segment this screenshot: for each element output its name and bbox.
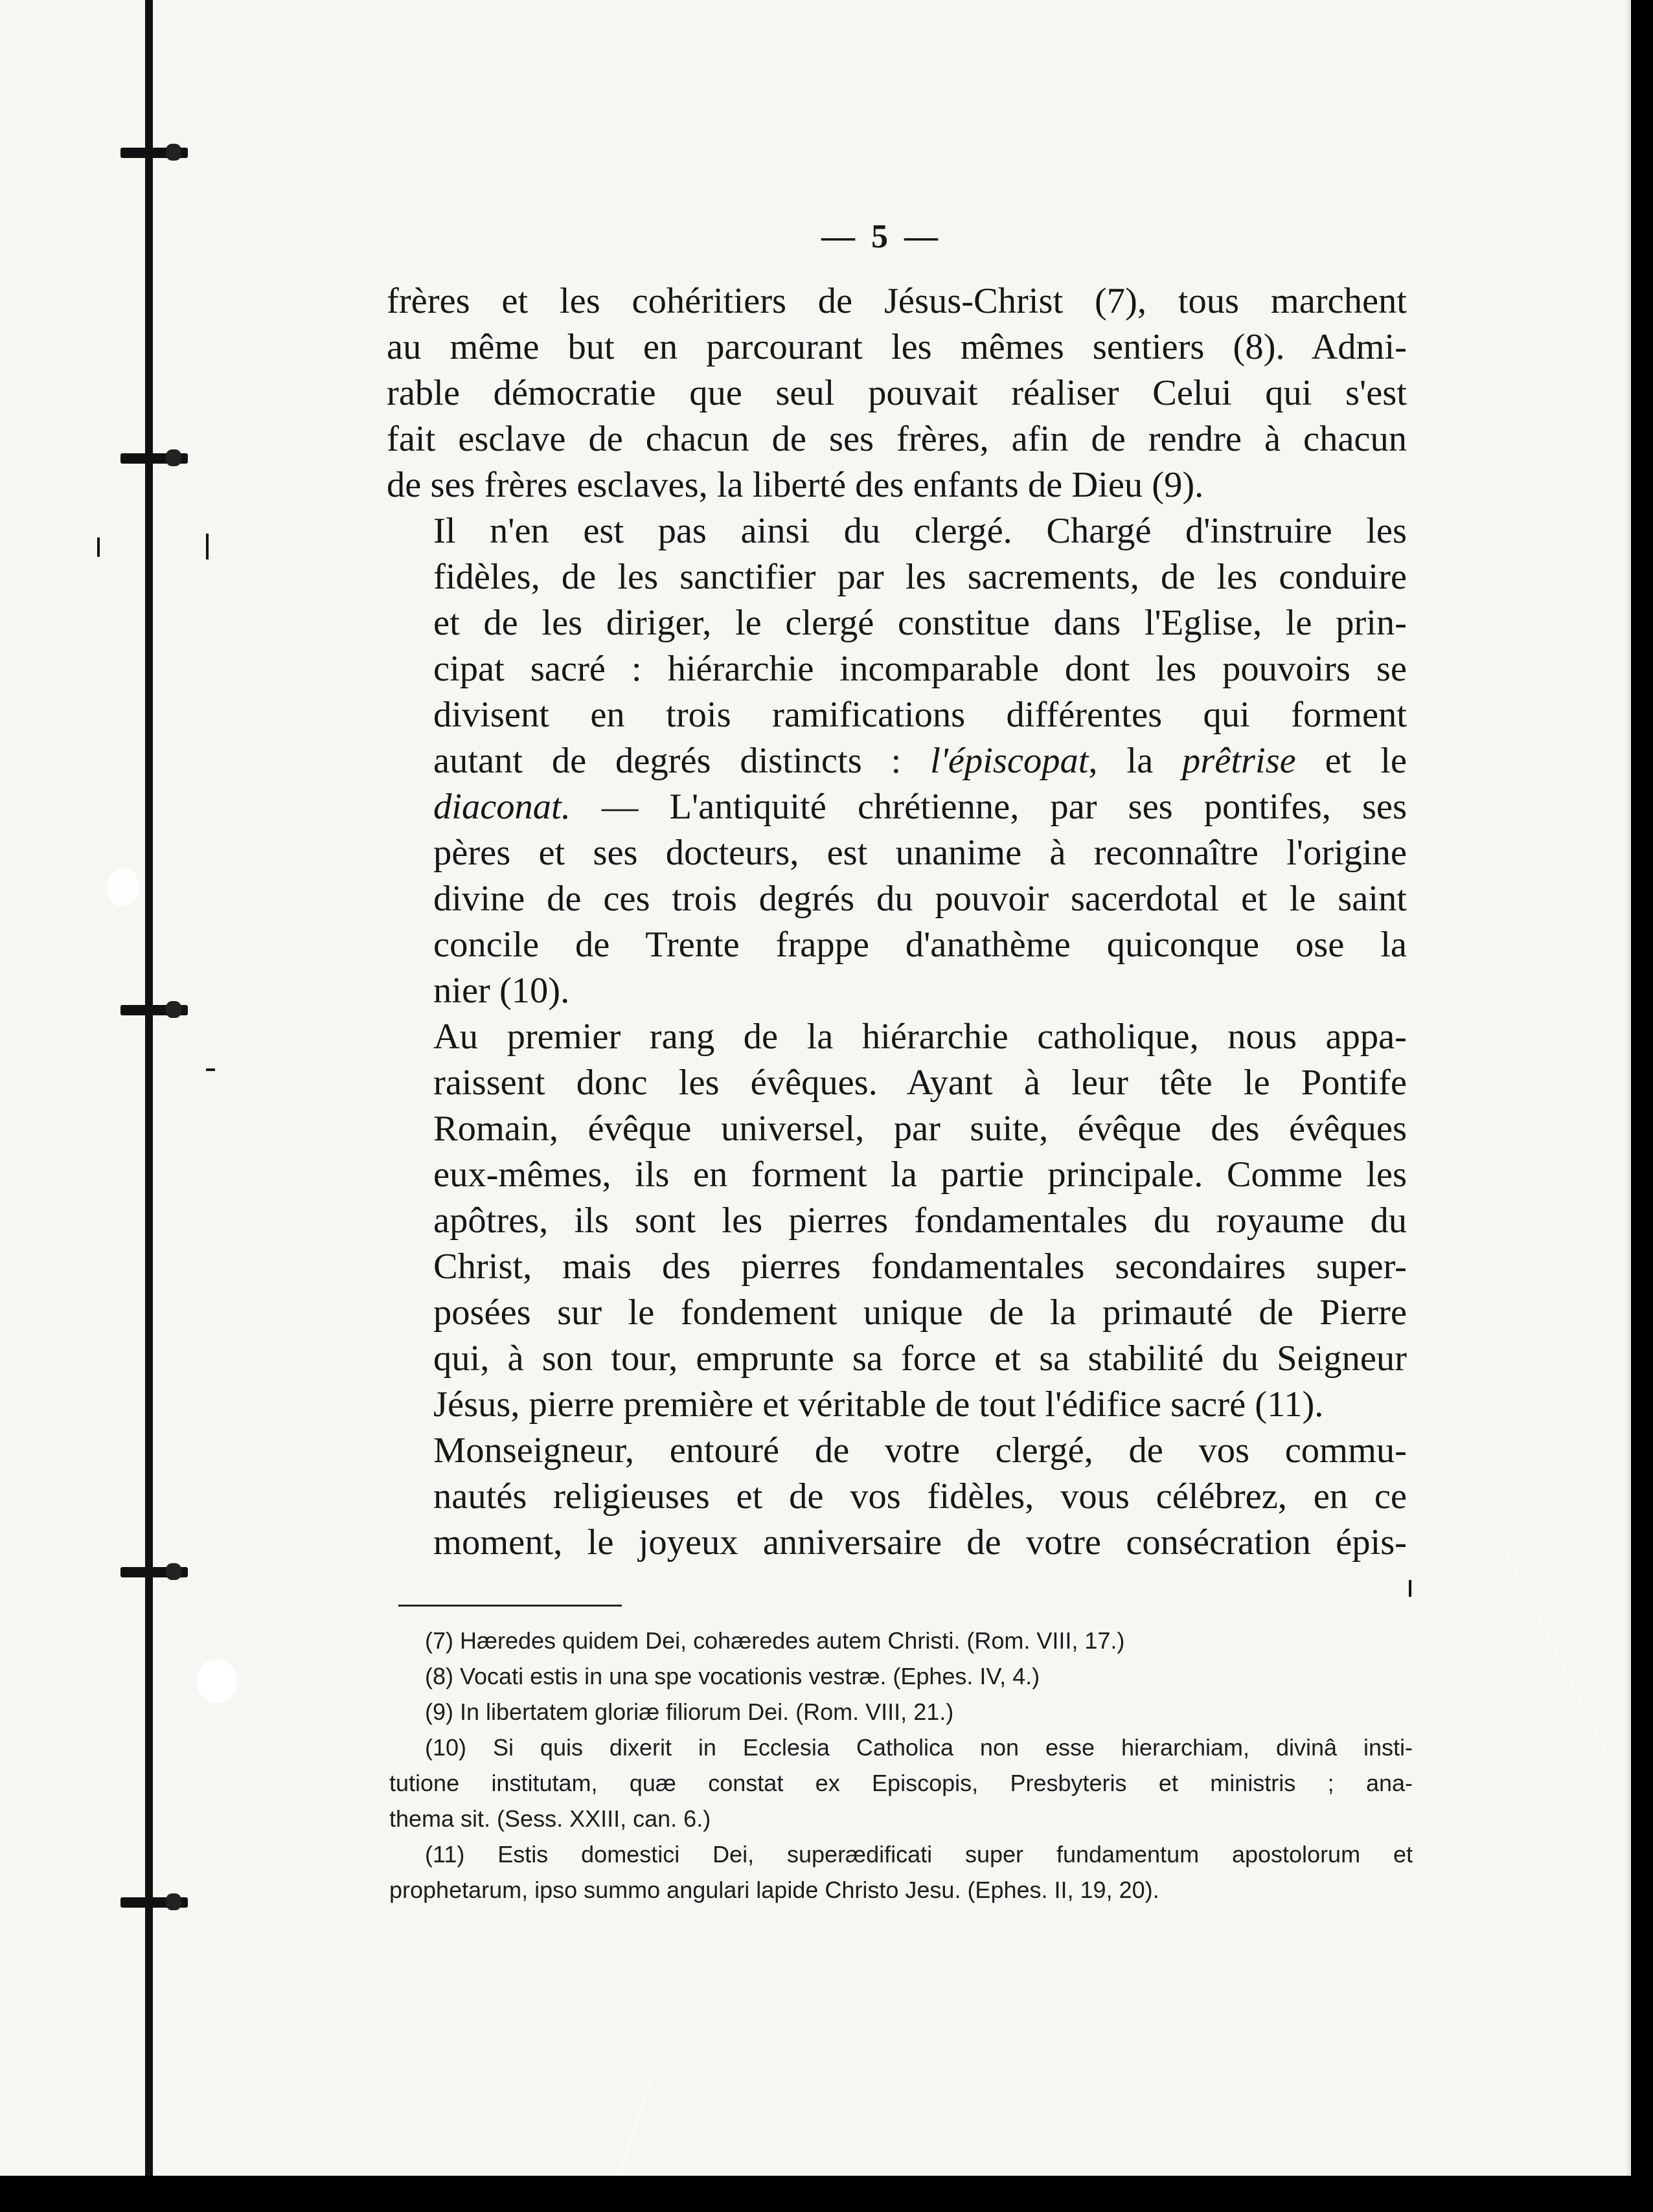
- footnote-line: (9) In libertatem gloriæ filiorum Dei. (Rom. VIII, 21.): [425, 1699, 954, 1725]
- footnote-rule: [398, 1605, 622, 1607]
- scan-mark: [1409, 1580, 1411, 1597]
- text-line: nier (10).: [433, 971, 570, 1011]
- body-text: [387, 278, 1407, 1566]
- paper-scratch: [1507, 1553, 1611, 1763]
- footnote: [389, 1694, 1413, 1730]
- text-line: posées sur le fondement unique de la primauté de Pierre: [433, 1292, 1407, 1333]
- text-line: moment, le joyeux anniversaire de votre consécration épis-: [433, 1522, 1407, 1563]
- text-line: divisent en trois ramifications différentes qui forment: [433, 695, 1407, 735]
- footnote-line: tutione institutam, quæ constat ex Episcopis, Presbyteris et ministris ; ana-: [389, 1770, 1413, 1796]
- paper-scratch: [619, 2074, 652, 2173]
- text-line: et de les diriger, le clergé constitue dans l'Eglise, le prin-: [433, 603, 1407, 643]
- text-line: Jésus, pierre première et véritable de tout l'édifice sacré (11).: [433, 1384, 1324, 1425]
- text-line: rable démocratie que seul pouvait réaliser Celui qui s'est: [387, 373, 1407, 413]
- text-line: pères et ses docteurs, est unanime à reconnaître l'origine: [433, 833, 1407, 873]
- footnote-line: (11) Estis domestici Dei, superædificati super fundamentum apostolorum et: [425, 1841, 1413, 1868]
- text-line: au même but en parcourant les mêmes sentiers (8). Admi-: [387, 327, 1407, 367]
- text-line: de ses frères esclaves, la liberté des enfants de Dieu (9).: [387, 465, 1204, 505]
- text-line: Monseigneur, entouré de votre clergé, de vos commu-: [433, 1430, 1407, 1471]
- text-line: fidèles, de les sanctifier par les sacrements, de les conduire: [433, 557, 1407, 597]
- binding-stitch: [120, 453, 188, 464]
- footnote-line: (10) Si quis dixerit in Ecclesia Catholica non esse hierarchiam, divinâ insti-: [425, 1734, 1413, 1761]
- page-number: — 5 —: [821, 218, 942, 255]
- text-line: divine de ces trois degrés du pouvoir sacerdotal et le saint: [433, 879, 1407, 919]
- paragraph: [387, 278, 1407, 508]
- footnote-line: (8) Vocati estis in una spe vocationis vestræ. (Ephes. IV, 4.): [425, 1663, 1040, 1689]
- binding-stitch: [120, 1897, 188, 1908]
- footnote: [389, 1836, 1413, 1908]
- text-line: apôtres, ils sont les pierres fondamentales du royaume du: [433, 1201, 1407, 1241]
- text-line: Christ, mais des pierres fondamentales secondaires super-: [433, 1247, 1407, 1287]
- footnote-line: (7) Hæredes quidem Dei, cohæredes autem Christi. (Rom. VIII, 17.): [425, 1627, 1125, 1654]
- footnote-line: thema sit. (Sess. XXIII, can. 6.): [389, 1805, 711, 1832]
- footnote-line: prophetarum, ipso summo angulari lapide Christo Jesu. (Ephes. II, 19, 20).: [389, 1877, 1159, 1903]
- text-line: qui, à son tour, emprunte sa force et sa stabilité du Seigneur: [433, 1338, 1407, 1379]
- text-line: Au premier rang de la hiérarchie catholique, nous appa-: [433, 1017, 1407, 1057]
- text-line: fait esclave de chacun de ses frères, afin de rendre à chacun: [387, 419, 1407, 459]
- footnote: [389, 1623, 1413, 1658]
- footnote: [389, 1658, 1413, 1694]
- text-line: concile de Trente frappe d'anathème quiconque ose la: [433, 925, 1407, 965]
- text-line: Il n'en est pas ainsi du clergé. Chargé d'instruire les: [433, 511, 1407, 551]
- paragraph: [387, 1014, 1407, 1428]
- text-line: autant de degrés distincts : l'épiscopat, la prêtrise et le: [433, 741, 1407, 781]
- scan-mark: [206, 534, 209, 559]
- text-line: cipat sacré : hiérarchie incomparable dont les pouvoirs se: [433, 649, 1407, 689]
- footnotes: [389, 1623, 1413, 1908]
- text-line: frères et les cohéritiers de Jésus-Christ (7), tous marchent: [387, 281, 1407, 321]
- paper-scuff: [197, 1659, 237, 1703]
- paragraph: [387, 508, 1407, 1014]
- text-line: eux-mêmes, ils en forment la partie principale. Comme les: [433, 1155, 1407, 1195]
- binding-stitch: [120, 148, 188, 158]
- scan-mark: [97, 537, 100, 557]
- paragraph: [387, 1428, 1407, 1566]
- footnote: [389, 1730, 1413, 1836]
- binding-spine: [145, 0, 153, 2176]
- text-line: nautés religieuses et de vos fidèles, vous célébrez, en ce: [433, 1476, 1407, 1517]
- scan-mark: [206, 1068, 215, 1071]
- binding-stitch: [120, 1005, 188, 1015]
- paper-scuff: [107, 868, 139, 907]
- text-line: Romain, évêque universel, par suite, évêque des évêques: [433, 1109, 1407, 1149]
- text-line: diaconat. — L'antiquité chrétienne, par ses pontifes, ses: [433, 787, 1407, 827]
- binding-stitch: [120, 1567, 188, 1577]
- text-line: raissent donc les évêques. Ayant à leur tête le Pontife: [433, 1063, 1407, 1103]
